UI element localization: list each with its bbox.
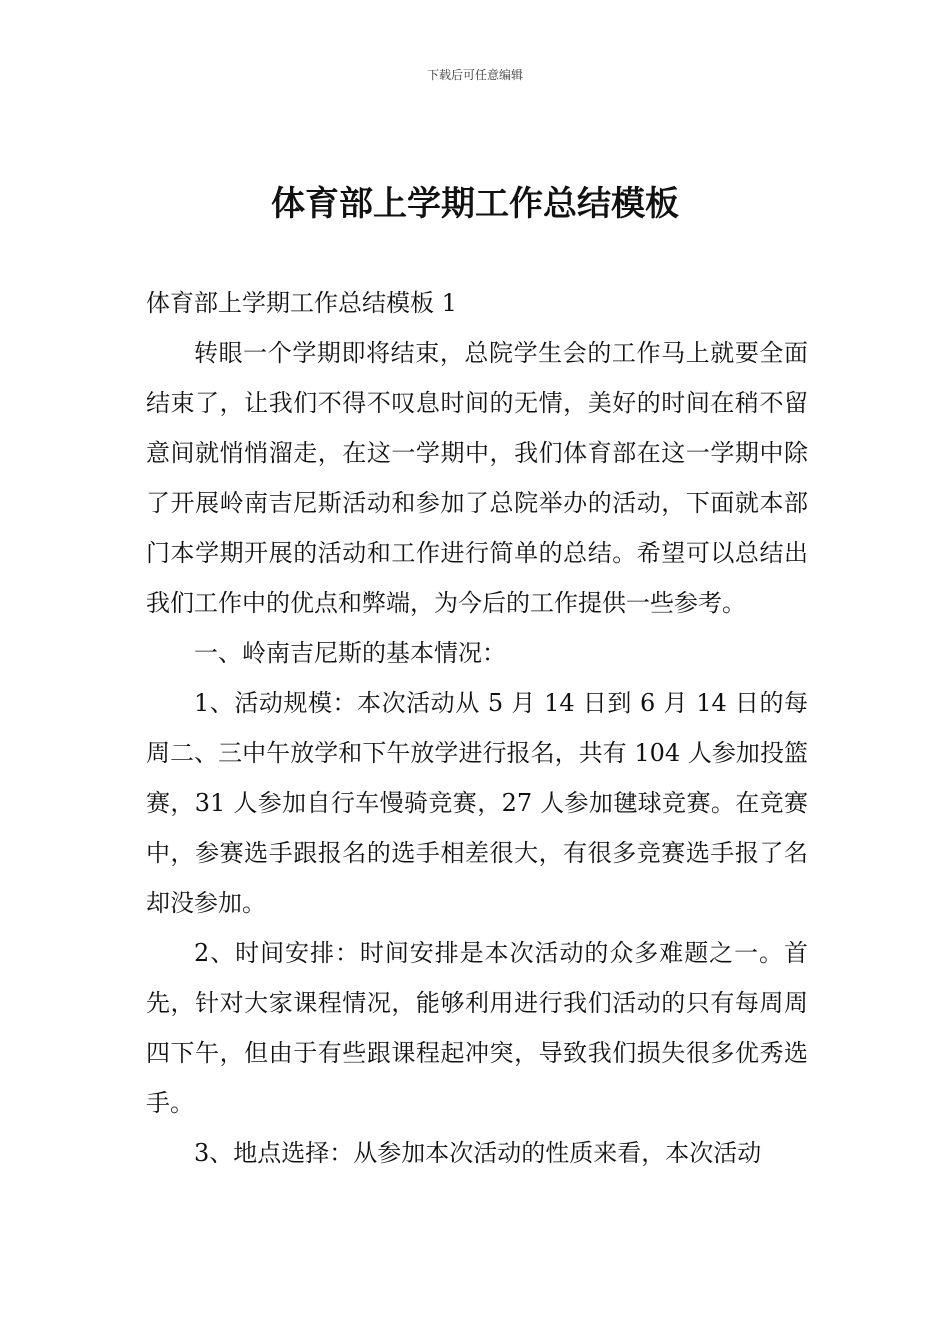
paragraph-item-2: 2、时间安排：时间安排是本次活动的众多难题之一。首先，针对大家课程情况，能够利用进行我们活动的只有每周周四下午，但由于有些跟课程起冲突，导致我们损失很多优秀选手。 [146,939,808,1117]
document-title: 体育部上学期工作总结模板 [271,184,679,224]
section-title: 体育部上学期工作总结模板 1 [146,289,457,317]
paragraph-heading-1: 一、岭南吉尼斯的基本情况： [194,639,506,667]
paragraph-intro: 转眼一个学期即将结束，总院学生会的工作马上就要全面结束了，让我们不得不叹息时间的无情，美好的时间在稍不留意间就悄悄溜走，在这一学期中，我们体育部在这一学期中除了开展岭南吉尼斯活动和参加了总院举办的活动，下面就本部门本学期开展的活动和工作进行简单的总结。希望可以总结出我们工作中的优点和弊端，为今后的工作提供一些参考。 [146,339,808,617]
paragraph-item-1: 1、活动规模：本次活动从 5 月 14 日到 6 月 14 日的每周二、三中午放学和下午放学进行报名，共有 104 人参加投篮赛，31 人参加自行车慢骑竞赛，27 人参加毽球竞赛。在竞赛中，参赛选手跟报名的选手相差很大，有很多竞赛选手报了名却没参加。 [146,689,808,917]
document-body [146,278,808,1178]
header-note: 下载后可任意编辑 [426,68,523,82]
paragraph-item-3: 3、地点选择：从参加本次活动的性质来看，本次活动 [194,1139,762,1167]
